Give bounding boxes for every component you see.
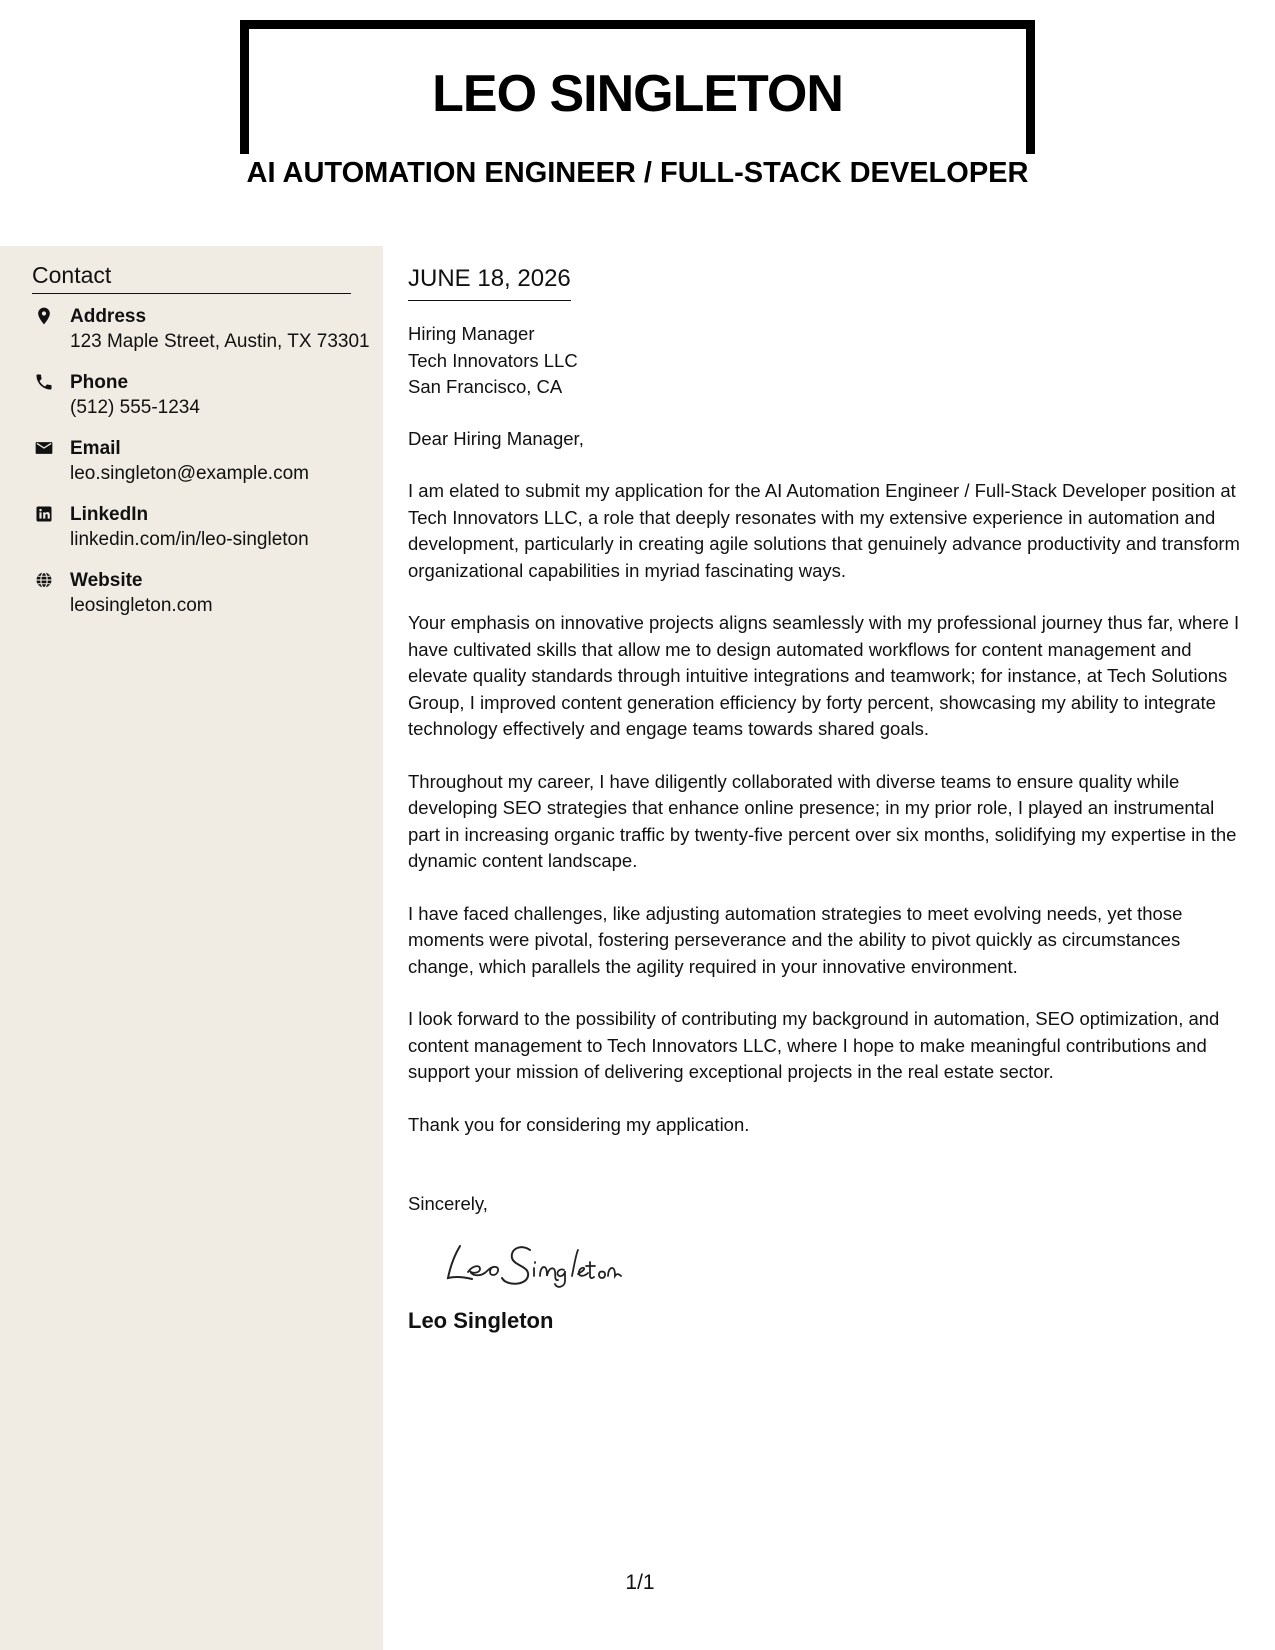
recipient-line: San Francisco, CA	[408, 376, 563, 397]
applicant-name: LEO SINGLETON	[432, 65, 843, 123]
contact-sidebar	[0, 246, 383, 1650]
contact-item-phone	[32, 370, 372, 420]
website-value[interactable]: leosingleton.com	[70, 595, 213, 616]
recipient-line: Hiring Manager	[408, 323, 535, 344]
page-number: 1/1	[625, 1571, 655, 1594]
letter-paragraph: I have faced challenges, like adjusting automation strategies to meet evolving needs, yet those moments were pivotal, fostering perseverance and the ability to pivot quickly as circumstances change, which parallels the agility required in your innovative environment.	[408, 902, 1183, 977]
contact-item-website	[32, 568, 372, 618]
contact-label: Website	[70, 570, 143, 591]
envelope-icon	[34, 438, 54, 458]
contact-item-linkedin	[32, 502, 372, 552]
recipient-line: Tech Innovators LLC	[408, 349, 578, 371]
contact-heading: Contact	[32, 258, 351, 294]
contact-label: Address	[70, 306, 147, 327]
handwritten-signature	[438, 1232, 658, 1292]
phone-value[interactable]: (512) 555-1234	[70, 397, 200, 418]
letter-paragraph: I am elated to submit my application for the AI Automation Engineer / Full-Stack Developer position at Tech Innovators LLC, a role that deeply resonates with my extensive experience in automation and development, particularly in creating agile solutions that genuinely advance productivity and transform organizational capabilities in myriad fascinating ways.	[408, 480, 1240, 581]
closing-thanks: Thank you for considering my application.	[408, 1113, 750, 1135]
recipient-block	[408, 321, 1250, 401]
globe-icon	[34, 570, 54, 590]
contact-label: Phone	[70, 372, 129, 393]
signoff: Sincerely,	[408, 1193, 488, 1214]
letter-paragraph: Throughout my career, I have diligently collaborated with diverse teams to ensure quality while developing SEO strategies that enhance online presence; in my prior role, I played an instrumental part in increasing organic traffic by twenty-five percent over six months, solidifying my expertise in the dynamic content landscape.	[408, 770, 1237, 871]
salutation: Dear Hiring Manager,	[408, 427, 584, 449]
phone-icon	[34, 372, 54, 392]
signer-name: Leo Singleton	[408, 1307, 554, 1333]
contact-label: LinkedIn	[70, 504, 149, 525]
contact-label: Email	[70, 438, 121, 459]
contact-list	[32, 304, 372, 634]
address-value: 123 Maple Street, Austin, TX 73301	[70, 331, 370, 352]
letter-paragraph: Your emphasis on innovative projects aligns seamlessly with my professional journey thus far, where I have cultivated skills that allow me to design automated workflows for content management and elevate quality standards through intuitive integrations and teamwork; for instance, at Tech Solutions Group, I improved content generation efficiency by forty percent, showcasing my ability to integrate technology effectively and engage teams towards shared goals.	[408, 612, 1240, 739]
email-value[interactable]: leo.singleton@example.com	[70, 463, 309, 484]
letter-body	[408, 262, 1250, 1336]
job-title: AI AUTOMATION ENGINEER / FULL-STACK DEVELOPER	[246, 157, 1029, 189]
linkedin-value[interactable]: linkedin.com/in/leo-singleton	[70, 529, 309, 550]
letter-date: JUNE 18, 2026	[408, 262, 571, 301]
linkedin-icon	[34, 504, 54, 524]
contact-item-email	[32, 436, 372, 486]
letter-paragraph: I look forward to the possibility of contributing my background in automation, SEO optimization, and content management to Tech Innovators LLC, where I hope to make meaningful contributions and support your mission of delivering exceptional projects in the real estate sector.	[408, 1008, 1220, 1082]
contact-item-address	[32, 304, 372, 354]
map-pin-icon	[34, 306, 54, 326]
